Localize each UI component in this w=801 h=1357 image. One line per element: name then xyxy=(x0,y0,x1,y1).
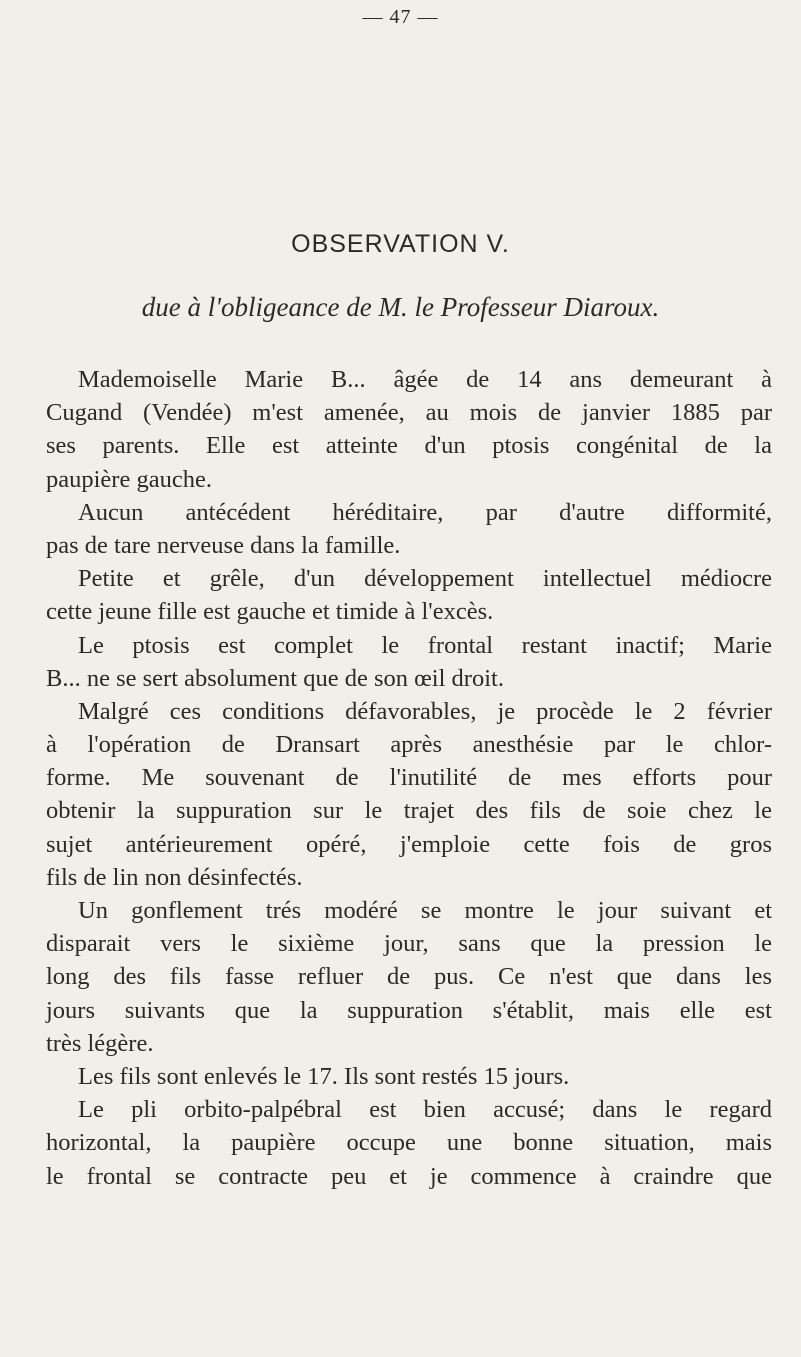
text-line: Aucun antécédent héréditaire, par d'autre difformité, xyxy=(78,498,772,526)
page-number: — 47 — xyxy=(362,6,439,28)
text-line: très légère. xyxy=(46,1029,154,1057)
text-line: B... ne se sert absolument que de son œil droit. xyxy=(46,664,504,692)
text-line: Cugand (Vendée) m'est amenée, au mois de janvier 1885 par xyxy=(46,399,772,427)
text-line: jours suivants que la suppuration s'établit, mais elle est xyxy=(46,996,772,1024)
text-line: obtenir la suppuration sur le trajet des fils de soie chez le xyxy=(46,797,772,825)
text-line: fils de lin non désinfectés. xyxy=(46,863,303,891)
text-line: Le ptosis est complet le frontal restant inactif; Marie xyxy=(78,631,772,659)
text-line: long des fils fasse refluer de pus. Ce n'est que dans les xyxy=(46,963,772,991)
text-line: cette jeune fille est gauche et timide à l'excès. xyxy=(46,598,494,626)
text-line: sujet antérieurement opéré, j'emploie cette fois de gros xyxy=(46,830,772,858)
text-line: Les fils sont enlevés le 17. Ils sont restés 15 jours. xyxy=(78,1062,570,1090)
text-line: pas de tare nerveuse dans la famille. xyxy=(46,531,401,559)
text-line: Petite et grêle, d'un développement intellectuel médiocre xyxy=(78,565,772,593)
text-line: paupière gauche. xyxy=(46,465,212,493)
text-line: Le pli orbito-palpébral est bien accusé; dans le regard xyxy=(78,1096,772,1124)
section-heading: OBSERVATION V. xyxy=(291,230,510,258)
text-line: le frontal se contracte peu et je commence à craindre que xyxy=(46,1162,772,1190)
text-line: disparait vers le sixième jour, sans que la pression le xyxy=(46,930,772,958)
section-subheading: due à l'obligeance de M. le Professeur Diaroux. xyxy=(141,292,660,322)
text-line: Mademoiselle Marie B... âgée de 14 ans demeurant à xyxy=(78,366,772,393)
body-text xyxy=(46,363,772,1193)
text-line: forme. Me souvenant de l'inutilité de mes efforts pour xyxy=(46,764,772,792)
text-line: ses parents. Elle est atteinte d'un ptosis congénital de la xyxy=(46,432,772,460)
text-line: Un gonflement trés modéré se montre le jour suivant et xyxy=(78,897,772,924)
text-line: Malgré ces conditions défavorables, je procède le 2 février xyxy=(78,697,772,725)
text-line: à l'opération de Dransart après anesthésie par le chlor- xyxy=(46,731,772,759)
text-line: horizontal, la paupière occupe une bonne situation, mais xyxy=(46,1129,772,1157)
